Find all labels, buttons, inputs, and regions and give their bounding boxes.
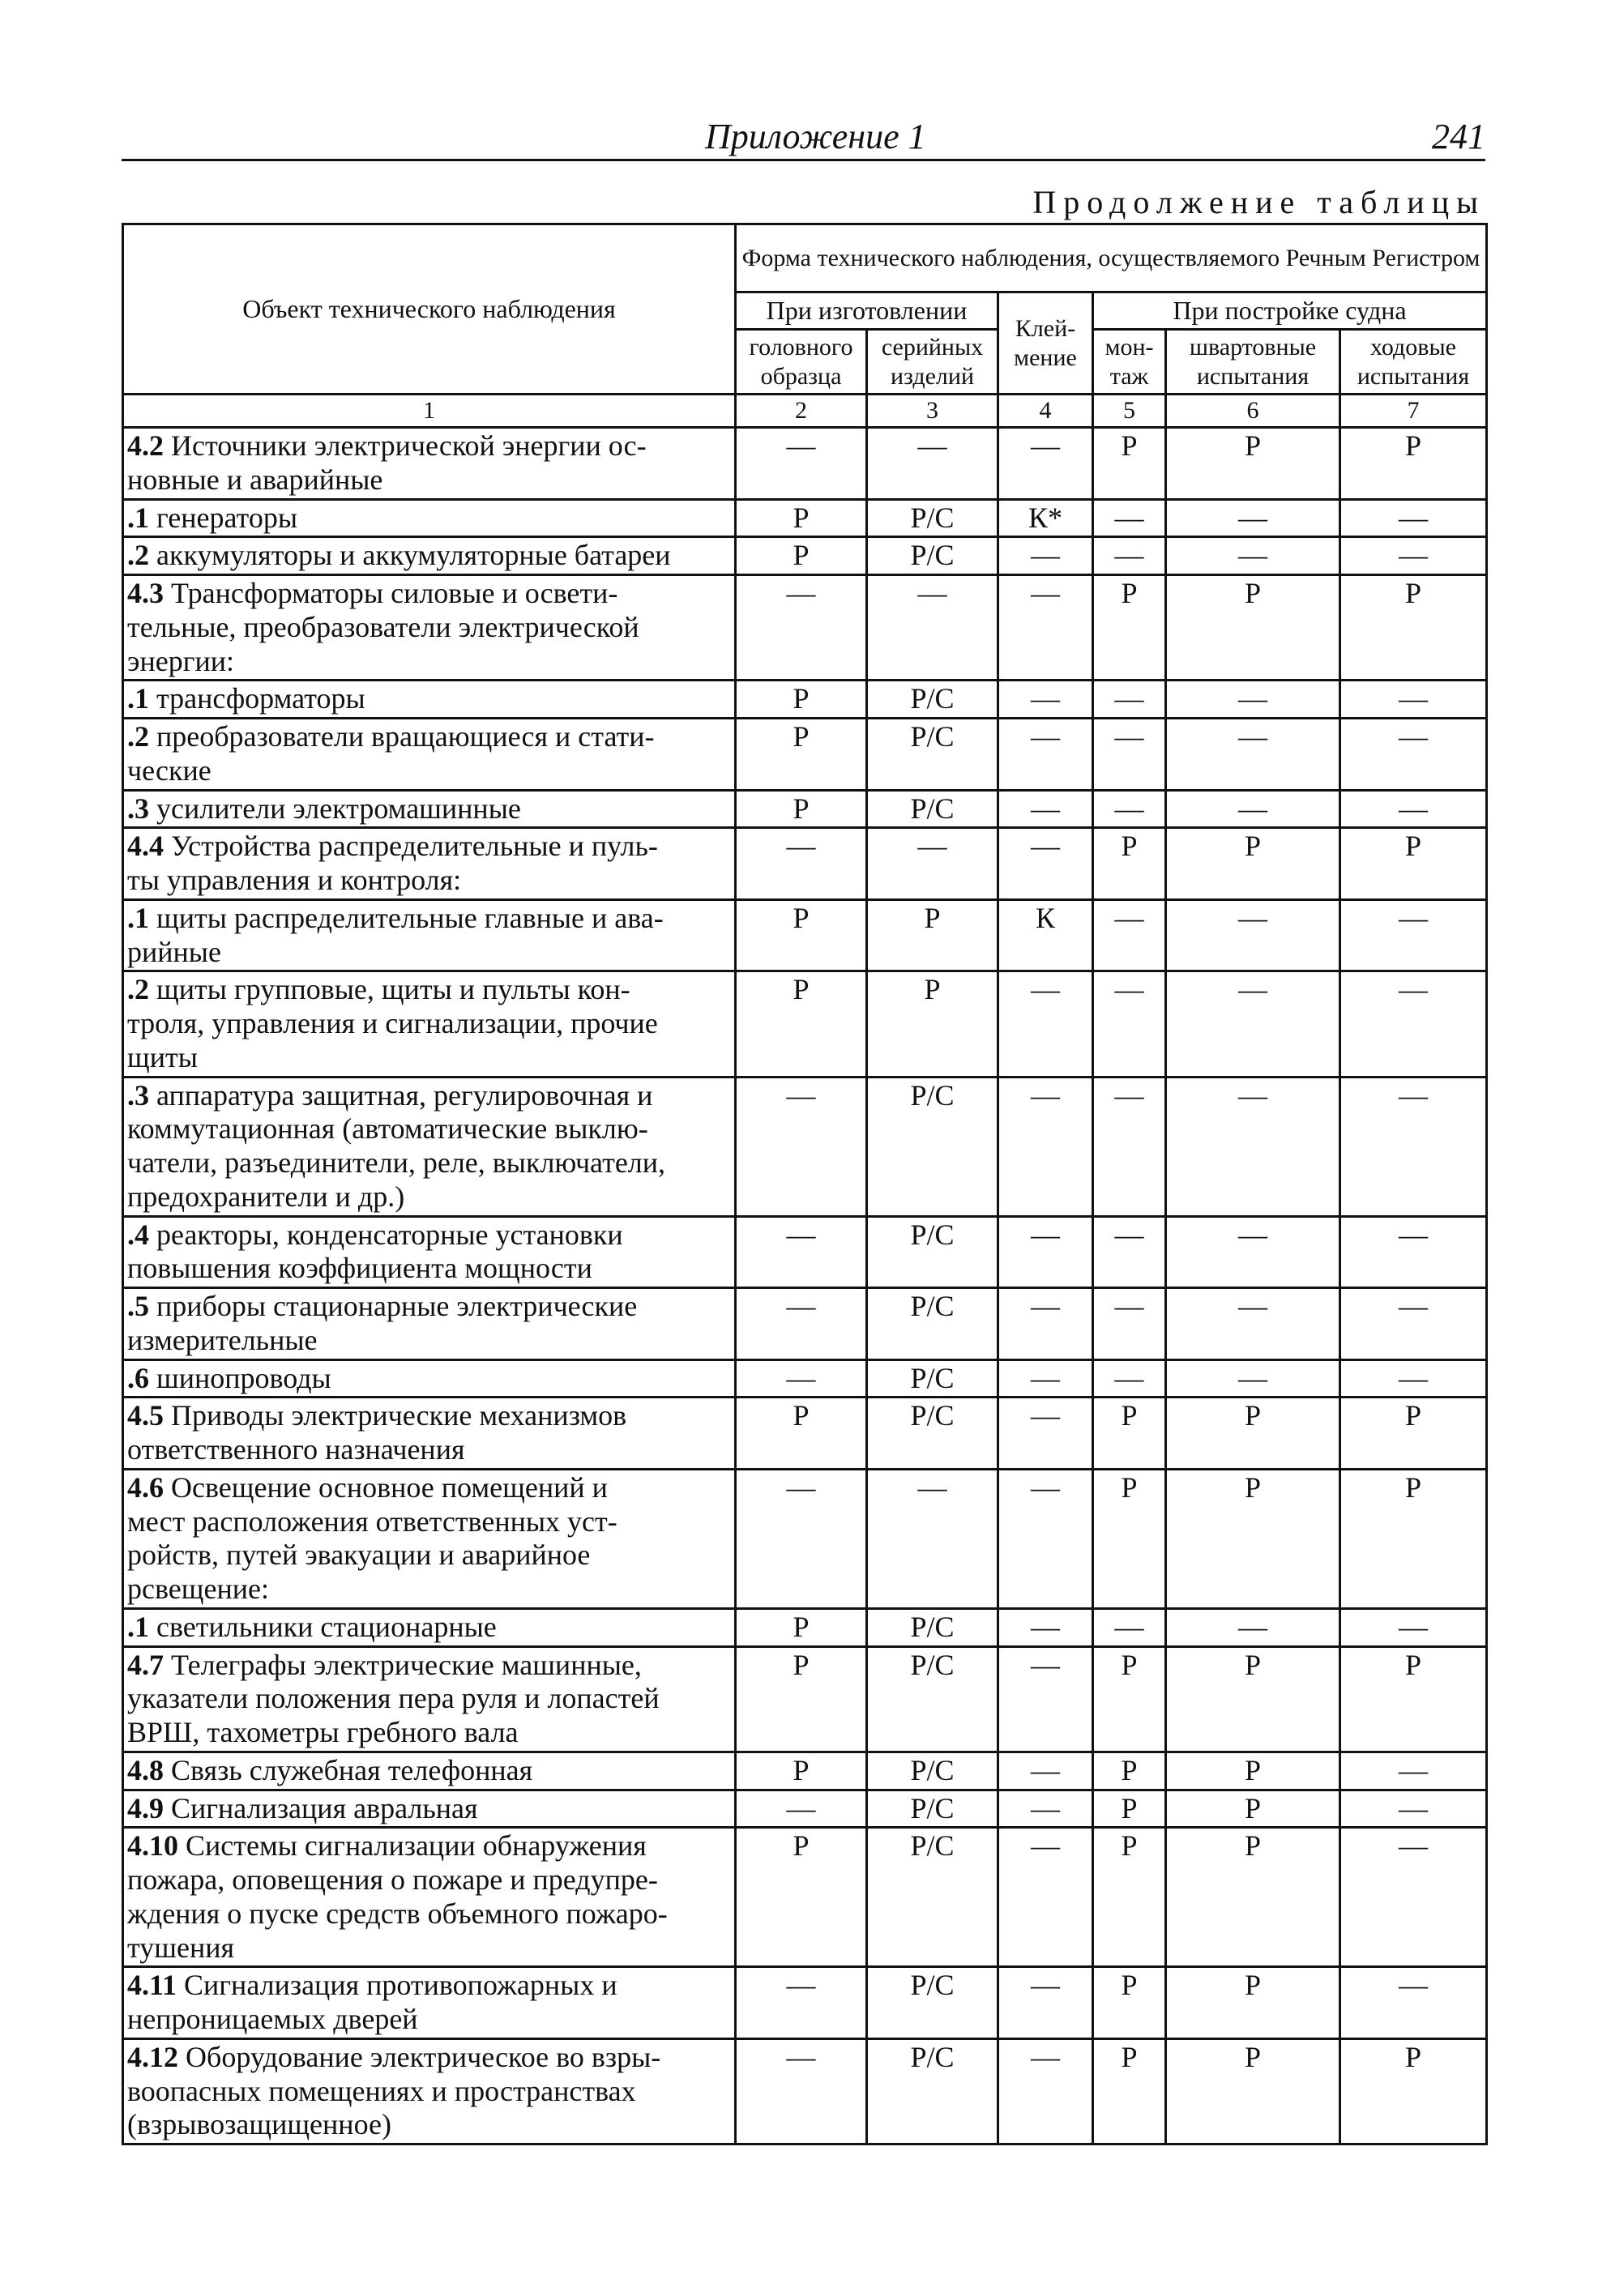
value-cell: Р <box>1093 428 1166 500</box>
value-cell: — <box>736 1288 867 1360</box>
item-description: щиты распределительные главные и ава- рийные <box>127 901 664 968</box>
value-cell: — <box>998 1752 1093 1790</box>
item-number: .5 <box>127 1290 149 1322</box>
item-number: 4.8 <box>127 1753 164 1786</box>
value-cell: Р <box>1340 2038 1487 2144</box>
item-description: приборы стационарные электрические измерительные <box>127 1290 638 1356</box>
value-cell: Р <box>1093 1752 1166 1790</box>
object-cell <box>123 1216 736 1288</box>
value-cell: Р <box>1340 1398 1487 1470</box>
value-cell: — <box>1340 1288 1487 1360</box>
value-cell: Р <box>736 899 867 971</box>
value-cell: Р <box>1093 1967 1166 2039</box>
value-cell: — <box>1340 899 1487 971</box>
table-row <box>123 1790 1487 1828</box>
table-row <box>123 1646 1487 1752</box>
object-cell <box>123 719 736 791</box>
item-number: 4.5 <box>127 1399 164 1432</box>
table-row <box>123 790 1487 828</box>
item-description: Сигнализация противопожарных и непроницаемых дверей <box>127 1969 617 2035</box>
value-cell: — <box>1093 1288 1166 1360</box>
value-cell: — <box>1166 1608 1340 1646</box>
value-cell: — <box>1166 537 1340 575</box>
table-row <box>123 537 1487 575</box>
value-cell: Р <box>1166 1790 1340 1828</box>
item-number: 4.9 <box>127 1791 164 1824</box>
value-cell: Р/С <box>867 1608 998 1646</box>
value-cell: — <box>998 428 1093 500</box>
table-row <box>123 1359 1487 1398</box>
value-cell: Р/С <box>867 1359 998 1398</box>
table-row <box>123 1967 1487 2039</box>
value-cell: Р/С <box>867 1646 998 1752</box>
table-row <box>123 1288 1487 1360</box>
value-cell: Р <box>867 971 998 1077</box>
value-cell: Р <box>1093 1790 1166 1828</box>
object-cell <box>123 790 736 828</box>
table-row <box>123 1216 1487 1288</box>
table-body <box>123 428 1487 2144</box>
value-cell: — <box>1340 1359 1487 1398</box>
item-number: 4.11 <box>127 1969 177 2002</box>
table-row <box>123 1828 1487 1967</box>
value-cell: — <box>867 428 998 500</box>
value-cell: — <box>998 1077 1093 1216</box>
item-description: реакторы, конденсаторные установки повышения коэффициента мощности <box>127 1218 623 1285</box>
value-cell: Р <box>736 537 867 575</box>
item-number: 4.7 <box>127 1648 164 1681</box>
value-cell: Р <box>1340 828 1487 900</box>
item-description: щиты групповые, щиты и пульты кон- троля, управления и сигнализации, прочие щиты <box>127 973 658 1073</box>
item-description: Приводы электрические механизмов ответственного назначения <box>127 1399 627 1466</box>
object-cell <box>123 1077 736 1216</box>
value-cell: — <box>998 971 1093 1077</box>
item-number: .2 <box>127 973 149 1006</box>
table-row <box>123 428 1487 500</box>
item-number: .1 <box>127 682 149 715</box>
item-description: усилители электромашинные <box>156 792 521 825</box>
value-cell: — <box>1166 971 1340 1077</box>
value-cell: Р/С <box>867 1752 998 1790</box>
value-cell: — <box>1340 719 1487 791</box>
value-cell: — <box>1340 1608 1487 1646</box>
column-number: 3 <box>867 395 998 428</box>
value-cell: Р <box>736 499 867 537</box>
value-cell: — <box>867 828 998 900</box>
column-number: 7 <box>1340 395 1487 428</box>
value-cell: Р <box>1166 2038 1340 2144</box>
value-cell: — <box>998 1967 1093 2039</box>
value-cell: Р <box>736 681 867 719</box>
value-cell: — <box>1093 899 1166 971</box>
value-cell: Р <box>1166 1967 1340 2039</box>
table-row <box>123 1752 1487 1790</box>
value-cell: — <box>998 1288 1093 1360</box>
item-description: Освещение основное помещений и мест расположения ответственных уст- ройств, путей эвакуации и аварийное рсвещение: <box>127 1470 617 1605</box>
value-cell: Р/С <box>867 1077 998 1216</box>
value-cell: — <box>1093 790 1166 828</box>
table-row <box>123 828 1487 900</box>
value-cell: — <box>1340 1216 1487 1288</box>
value-cell: Р <box>1093 2038 1166 2144</box>
table-row <box>123 575 1487 681</box>
value-cell: Р/С <box>867 1288 998 1360</box>
value-cell: — <box>1166 790 1340 828</box>
value-cell: — <box>1093 971 1166 1077</box>
item-number: .1 <box>127 501 149 534</box>
item-number: .6 <box>127 1361 149 1394</box>
value-cell: — <box>998 2038 1093 2144</box>
value-cell: — <box>998 790 1093 828</box>
value-cell: — <box>1166 899 1340 971</box>
object-cell <box>123 428 736 500</box>
value-cell: Р <box>736 1608 867 1646</box>
value-cell: Р <box>1340 1469 1487 1608</box>
item-description: Трансформаторы силовые и освети- тельные, преобразователи электрической энергии: <box>127 577 639 677</box>
object-cell <box>123 2038 736 2144</box>
header-sea-trials: ходовые испытания <box>1340 330 1487 395</box>
value-cell: — <box>998 537 1093 575</box>
value-cell: Р <box>1093 1828 1166 1967</box>
value-cell: К* <box>998 499 1093 537</box>
value-cell: — <box>1340 1967 1487 2039</box>
object-cell <box>123 971 736 1077</box>
value-cell: — <box>998 1469 1093 1608</box>
value-cell: — <box>736 575 867 681</box>
object-cell <box>123 681 736 719</box>
value-cell: — <box>1166 1077 1340 1216</box>
value-cell: — <box>736 1359 867 1398</box>
value-cell: — <box>998 1646 1093 1752</box>
value-cell: — <box>1093 719 1166 791</box>
item-description: трансформаторы <box>156 682 365 715</box>
value-cell: — <box>1166 719 1340 791</box>
value-cell: Р <box>736 719 867 791</box>
table-row <box>123 1077 1487 1216</box>
value-cell: Р <box>1166 1828 1340 1967</box>
value-cell: Р <box>867 899 998 971</box>
value-cell: Р <box>1166 575 1340 681</box>
value-cell: Р/С <box>867 790 998 828</box>
value-cell: — <box>867 575 998 681</box>
item-description: Устройства распределительные и пуль- ты управления и контроля: <box>127 830 658 896</box>
header-form: Форма технического наблюдения, осуществляемого Речным Регистром <box>736 224 1487 292</box>
table-row <box>123 1398 1487 1470</box>
item-number: 4.6 <box>127 1470 164 1504</box>
object-cell <box>123 1752 736 1790</box>
item-number: 4.2 <box>127 429 164 462</box>
column-number: 4 <box>998 395 1093 428</box>
value-cell: — <box>998 1398 1093 1470</box>
value-cell: К <box>998 899 1093 971</box>
table-row <box>123 971 1487 1077</box>
value-cell: Р/С <box>867 719 998 791</box>
value-cell: Р <box>1340 428 1487 500</box>
value-cell: — <box>736 1967 867 2039</box>
value-cell: Р <box>1166 1646 1340 1752</box>
object-cell <box>123 537 736 575</box>
value-cell: — <box>1093 1216 1166 1288</box>
item-description: Телеграфы электрические машинные, указатели положения пера руля и лопастей ВРШ, тахометры гребного вала <box>127 1648 660 1748</box>
value-cell: Р <box>736 1752 867 1790</box>
value-cell: — <box>1166 499 1340 537</box>
object-cell <box>123 499 736 537</box>
object-cell <box>123 1828 736 1967</box>
item-number: 4.4 <box>127 830 164 863</box>
value-cell: — <box>1340 537 1487 575</box>
item-description: преобразователи вращающиеся и стати- ческие <box>127 720 655 787</box>
item-number: .1 <box>127 1610 149 1643</box>
value-cell: — <box>1166 1288 1340 1360</box>
value-cell: Р <box>736 971 867 1077</box>
value-cell: Р <box>1340 575 1487 681</box>
value-cell: — <box>1093 1608 1166 1646</box>
table-row <box>123 499 1487 537</box>
value-cell: — <box>998 575 1093 681</box>
value-cell: Р <box>1093 1646 1166 1752</box>
item-number: .1 <box>127 901 149 934</box>
item-description: генераторы <box>156 501 298 534</box>
value-cell: — <box>736 1469 867 1608</box>
item-number: .2 <box>127 539 149 572</box>
item-number: .3 <box>127 792 149 825</box>
column-number: 5 <box>1093 395 1166 428</box>
value-cell: Р <box>1166 1398 1340 1470</box>
item-description: светильники стационарные <box>156 1610 497 1643</box>
value-cell: Р/С <box>867 499 998 537</box>
item-description: аккумуляторы и аккумуляторные батареи <box>156 539 671 572</box>
value-cell: Р <box>1093 575 1166 681</box>
table-continuation-label: Продолжение таблицы <box>1032 184 1485 220</box>
observation-table <box>122 223 1488 2145</box>
column-number: 1 <box>123 395 736 428</box>
value-cell: Р/С <box>867 1398 998 1470</box>
table-row <box>123 899 1487 971</box>
value-cell: — <box>1166 1359 1340 1398</box>
value-cell: — <box>736 1077 867 1216</box>
value-cell: — <box>1093 1077 1166 1216</box>
value-cell: Р <box>1093 1469 1166 1608</box>
object-cell <box>123 1646 736 1752</box>
header-object: Объект технического наблюдения <box>123 224 736 395</box>
value-cell: — <box>1093 681 1166 719</box>
object-cell <box>123 899 736 971</box>
item-description: Оборудование электрическое во взры- воопасных помещениях и пространствах (взрывозащищенное) <box>127 2040 661 2141</box>
value-cell: — <box>736 1790 867 1828</box>
object-cell <box>123 1967 736 2039</box>
column-number: 6 <box>1166 395 1340 428</box>
item-description: аппаратура защитная, регулировочная и коммутационная (автоматические выклю- чатели, разъединители, реле, выключатели, предохранители и др.) <box>127 1078 666 1213</box>
value-cell: Р/С <box>867 1216 998 1288</box>
value-cell: — <box>998 1828 1093 1967</box>
value-cell: Р <box>736 1398 867 1470</box>
value-cell: Р <box>736 790 867 828</box>
value-cell: — <box>736 2038 867 2144</box>
table-row <box>123 2038 1487 2144</box>
value-cell: Р <box>1166 828 1340 900</box>
item-number: 4.3 <box>127 577 164 609</box>
value-cell: Р <box>1093 828 1166 900</box>
page-header <box>122 113 1485 161</box>
object-cell <box>123 1790 736 1828</box>
value-cell: Р/С <box>867 2038 998 2144</box>
running-title: Приложение 1 <box>705 117 926 156</box>
value-cell: — <box>1340 1752 1487 1790</box>
table-row <box>123 719 1487 791</box>
object-cell <box>123 828 736 900</box>
value-cell: — <box>1093 499 1166 537</box>
value-cell: — <box>1340 1828 1487 1967</box>
value-cell: — <box>867 1469 998 1608</box>
value-cell: — <box>998 1359 1093 1398</box>
header-branding: Клей- мение <box>998 292 1093 395</box>
value-cell: — <box>1340 499 1487 537</box>
value-cell: Р/С <box>867 1967 998 2039</box>
item-description: Источники электрической энергии ос- новные и аварийные <box>127 429 647 496</box>
value-cell: — <box>998 1216 1093 1288</box>
header-serial: серийных изделий <box>867 330 998 395</box>
value-cell: Р <box>1340 1646 1487 1752</box>
value-cell: Р <box>736 1646 867 1752</box>
item-description: Системы сигнализации обнаружения пожара, оповещения о пожаре и предупре- ждения о пуске средств объемного пожаро- тушения <box>127 1829 668 1964</box>
value-cell: — <box>1340 790 1487 828</box>
header-construction: При постройке судна <box>1093 292 1487 330</box>
table-row <box>123 1608 1487 1646</box>
header-mooring: швартовные испытания <box>1166 330 1340 395</box>
value-cell: Р <box>1093 1398 1166 1470</box>
value-cell: Р <box>736 1828 867 1967</box>
object-cell <box>123 1359 736 1398</box>
value-cell: — <box>1340 681 1487 719</box>
object-cell <box>123 1608 736 1646</box>
value-cell: Р/С <box>867 1828 998 1967</box>
value-cell: Р/С <box>867 1790 998 1828</box>
object-cell <box>123 1469 736 1608</box>
item-description: шинопроводы <box>156 1361 331 1394</box>
value-cell: — <box>736 428 867 500</box>
item-number: 4.12 <box>127 2040 178 2073</box>
item-number: .4 <box>127 1218 149 1251</box>
object-cell <box>123 1288 736 1360</box>
page-number: 241 <box>1432 117 1485 156</box>
header-head-sample: головного образца <box>736 330 867 395</box>
value-cell: — <box>1093 537 1166 575</box>
value-cell: — <box>998 1608 1093 1646</box>
value-cell: — <box>1093 1359 1166 1398</box>
table-row <box>123 681 1487 719</box>
value-cell: — <box>1166 681 1340 719</box>
value-cell: Р <box>1166 1469 1340 1608</box>
value-cell: Р/С <box>867 537 998 575</box>
object-cell <box>123 1398 736 1470</box>
value-cell: — <box>1166 1216 1340 1288</box>
value-cell: Р <box>1166 428 1340 500</box>
value-cell: Р <box>1166 1752 1340 1790</box>
column-number: 2 <box>736 395 867 428</box>
value-cell: — <box>998 719 1093 791</box>
item-number: 4.10 <box>127 1829 178 1863</box>
value-cell: Р/С <box>867 681 998 719</box>
value-cell: — <box>736 1216 867 1288</box>
item-number: .2 <box>127 720 149 753</box>
value-cell: — <box>998 828 1093 900</box>
object-cell <box>123 575 736 681</box>
value-cell: — <box>998 681 1093 719</box>
value-cell: — <box>998 1790 1093 1828</box>
value-cell: — <box>1340 1077 1487 1216</box>
value-cell: — <box>736 828 867 900</box>
item-number: .3 <box>127 1078 149 1112</box>
header-mounting: мон- таж <box>1093 330 1166 395</box>
item-description: Сигнализация авральная <box>171 1791 478 1824</box>
value-cell: — <box>1340 971 1487 1077</box>
value-cell: — <box>1340 1790 1487 1828</box>
header-manufacturing: При изготовлении <box>736 292 998 330</box>
item-description: Связь служебная телефонная <box>171 1753 533 1786</box>
table-row <box>123 1469 1487 1608</box>
